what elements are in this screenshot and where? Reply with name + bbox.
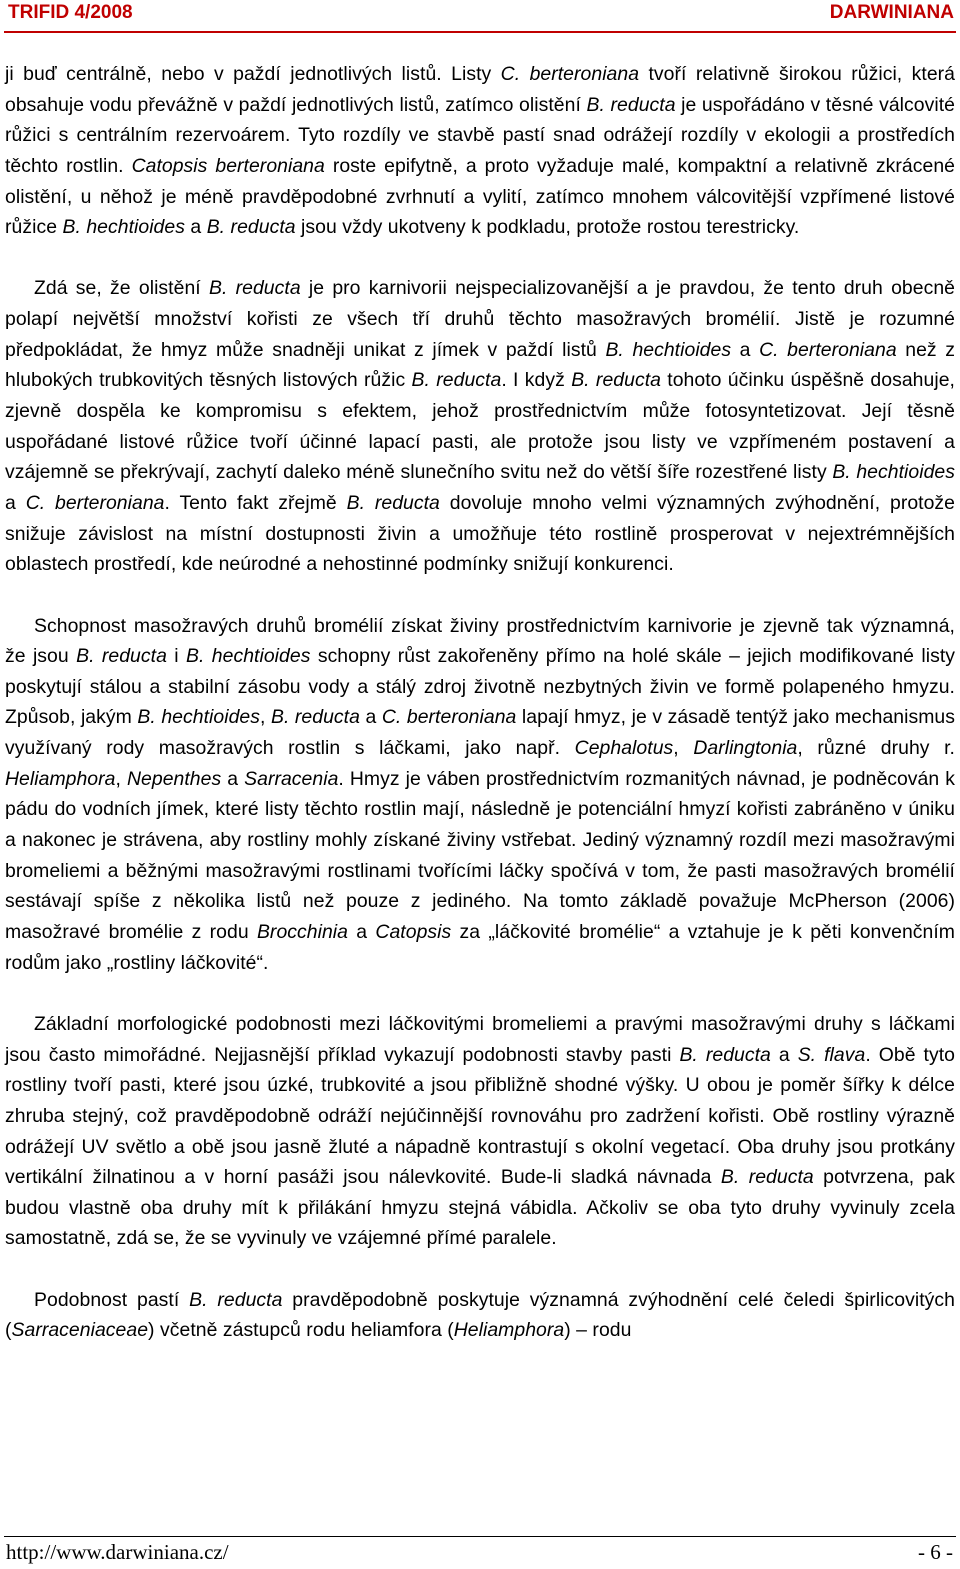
taxon-name: B. reducta [270, 706, 360, 729]
text-run: a [348, 921, 376, 944]
text-run: ) včetně zástupců rodu heliamfora ( [148, 1319, 454, 1342]
text-run: jsou vždy ukotveny k podkladu, protože rostou terestricky. [295, 216, 800, 239]
text-run: je uspořádáno v těsné válcovité růžici s centrálním rezervoárem. Tyto rozdíly ve stavbě pastí snad odrážejí rozdíly v ekologii a prostředích těchto rostlin. [5, 93, 955, 177]
taxon-name: Cephalotus [574, 737, 674, 760]
text-run: . Tento fakt zřejmě [164, 492, 347, 515]
text-run: potvrzena, pak budou vlastně oba druhy mít k přilákání hmyzu stejná vábidla. Ačkoliv se oba tyto druhy vyvinuly zcela samostatně, zdá se, že se vyvinuly ve vzájemné přímé paralele. [5, 1166, 955, 1250]
text-run: je pro karnivorii nejspecializovanější a je pravdou, že tento druh obecně polapí největší množství kořisti ze všech tří druhů těchto masožravých bromélií. Jistě je rozumné předpokládat, že hmyz může snadněji unikat z jímek v paždí listů [5, 277, 956, 361]
taxon-name: B. reducta [720, 1166, 814, 1189]
taxon-name: B. reducta [411, 369, 502, 392]
paragraph-4 [5, 1009, 955, 1254]
text-run: a [359, 706, 382, 729]
text-run: tvoří relativně širokou růžici, která obsahuje vodu převážně v paždí jednotlivých listů, zatímco olistění [5, 63, 956, 116]
text-run: , [673, 737, 694, 760]
taxon-name: Heliamphora [5, 767, 116, 790]
journal-issue: TRIFID 4/2008 [8, 2, 133, 23]
taxon-name: C. berteroniana [759, 338, 897, 361]
text-run: . I když [501, 369, 572, 392]
paragraph-5 [5, 1285, 955, 1346]
text-run: dovoluje mnoho velmi významných zvýhodnění, protože snižuje závislost na místní dostupnosti živin a umožňuje této rostlině prosperovat v nejextrémnějších oblastech prostředí, kde neúrodné a nehostinné podmínky snižují konkurenci. [5, 492, 956, 576]
taxon-name: Sarraceniaceae [11, 1319, 149, 1342]
taxon-name: C. berteroniana [500, 63, 640, 85]
text-run: a [731, 338, 760, 361]
taxon-name: C. berteroniana [381, 706, 517, 729]
taxon-name: B. hechtioides [62, 216, 185, 239]
taxon-name: Heliamphora [453, 1319, 565, 1342]
text-run: , [115, 767, 127, 790]
taxon-name: Nepenthes [126, 767, 222, 790]
text-run: . Obě tyto rostliny tvoří pasti, které jsou úzké, trubkovité a jsou přibližně shodné výšky. U obou je poměr šířky k délce zhruba stejný, což pravděpodobně odráží nejúčinnější rovnováhu pro zadržení kořisti. Obě rostliny výrazně odrážejí UV světlo a obě jsou jasně žluté a nápadně kontrastují s okolní vegetací. Oba druhy jsou protkány vertikální žilnatinou a v horní pasáži jsou nálevkovité. Bude-li sladká návnada [5, 1043, 955, 1189]
text-run: ji buď centrálně, nebo v paždí jednotlivých listů. Listy [5, 63, 501, 85]
taxon-name: B. reducta [76, 645, 167, 668]
text-run: lapají hmyz, je v zásadě tentýž jako mechanismus využívaný rody masožravých rostlin s láčkami, jako např. [5, 706, 955, 760]
text-run: Zdá se, že olistění [34, 277, 209, 300]
text-run: za „láčkovité bromélie“ a vztahuje je k pěti konvenčním rodům jako „rostliny láčkovité“. [5, 921, 955, 974]
text-run: pravděpodobně poskytuje významná zvýhodnění celé čeledi špirlicovitých ( [5, 1288, 955, 1342]
text-run: ) – rodu [564, 1319, 632, 1342]
taxon-name: B. hechtioides [832, 461, 955, 484]
text-run: a [5, 492, 26, 515]
page-header [0, 0, 960, 34]
text-run: a [184, 216, 207, 239]
taxon-name: Catopsis berteroniana [131, 154, 325, 177]
taxon-name: B. reducta [206, 216, 296, 239]
header-rule [4, 31, 956, 33]
taxon-name: B. reducta [571, 369, 661, 392]
taxon-name: Brocchinia [256, 921, 348, 944]
taxon-name: C. berteroniana [25, 492, 165, 515]
text-run: roste epifytně, a proto vyžaduje malé, kompaktní a relativně zkrácené olistění, u něhož je méně pravděpodobné zvrhnutí a vylití, zatímco mnohem válcovitější vzpřímené listové růžice [5, 154, 956, 239]
journal-name: DARWINIANA [829, 2, 954, 23]
page-number: - 6 - [918, 1540, 953, 1564]
taxon-name: Sarracenia [244, 767, 339, 790]
text-run: Schopnost masožravých druhů bromélií získat živiny prostřednictvím karnivorie je zjevně tak významná, že jsou [5, 614, 955, 668]
taxon-name: S. flava [797, 1043, 866, 1066]
article-body [5, 59, 955, 1346]
taxon-name: B. reducta [679, 1043, 771, 1066]
text-run: , různé druhy r. [797, 737, 955, 760]
text-run: . Hmyz je váben prostřednictvím rozmanitých návnad, je podněcován k pádu do vodních jímek, které listy těchto rostlin mají, následně je potenciální hmyzí kořisti zabráněno v úniku a nakonec je strávena, aby rostliny mohly získané živiny vstřebat. Jediný významný rozdíl mezi masožravými bromeliemi a běžnými masožravými rostlinami tvořícími láčky spočívá v tom, že pasti masožravých bromélií sestávají spíše z několika listů než pouze z jediného. Na tomto základě považuje McPherson (2006) masožravé bromélie z rodu [5, 767, 955, 944]
footer-url: http://www.darwiniana.cz/ [6, 1540, 229, 1564]
text-run: a [770, 1043, 798, 1066]
text-run: Podobnost pastí [34, 1288, 190, 1311]
taxon-name: Darlingtonia [693, 737, 798, 760]
taxon-name: B. hechtioides [605, 338, 732, 361]
text-run: Základní morfologické podobnosti mezi láčkovitými bromeliemi a pravými masožravými druhy s láčkami jsou často mimořádné. Nejjasnější příklad vykazují podobnosti stavby pasti [5, 1012, 955, 1066]
taxon-name: B. reducta [189, 1288, 283, 1311]
text-run: tohoto účinku úspěšně dosahuje, zjevně dospěla ke kompromisu s efektem, jehož prostřednictvím může fotosyntetizovat. Její těsně uspořádané listové růžice tvoří účinné lapací pasti, ale protože jsou listy ve vzpřímeném postavení a vzájemně se překrývají, zachytí daleko méně slunečního svitu než do větší šíře rozestřené listy [5, 369, 955, 484]
text-run: a [221, 767, 245, 790]
page-footer [0, 1535, 960, 1569]
paragraph-1 [5, 59, 955, 243]
taxon-name: B. reducta [346, 492, 440, 515]
text-run: i [166, 645, 187, 668]
taxon-name: B. reducta [208, 277, 301, 300]
taxon-name: Catopsis [375, 921, 452, 944]
text-run: , [259, 706, 271, 729]
text-run: schopny růst zakořeněny přímo na holé skále – jejich modifikované listy poskytují stálou a stabilní zásobu vody a stálý zdroj životně nezbytných živin ve formě polapeného hmyzu. Způsob, jakým [5, 645, 955, 729]
paragraph-3 [5, 611, 955, 979]
taxon-name: B. reducta [586, 93, 676, 116]
paragraph-2 [5, 273, 955, 580]
taxon-name: B. hechtioides [137, 706, 260, 729]
taxon-name: B. hechtioides [186, 645, 311, 668]
text-run: než z hlubokých trubkovitých těsných listových růžic [5, 338, 955, 392]
